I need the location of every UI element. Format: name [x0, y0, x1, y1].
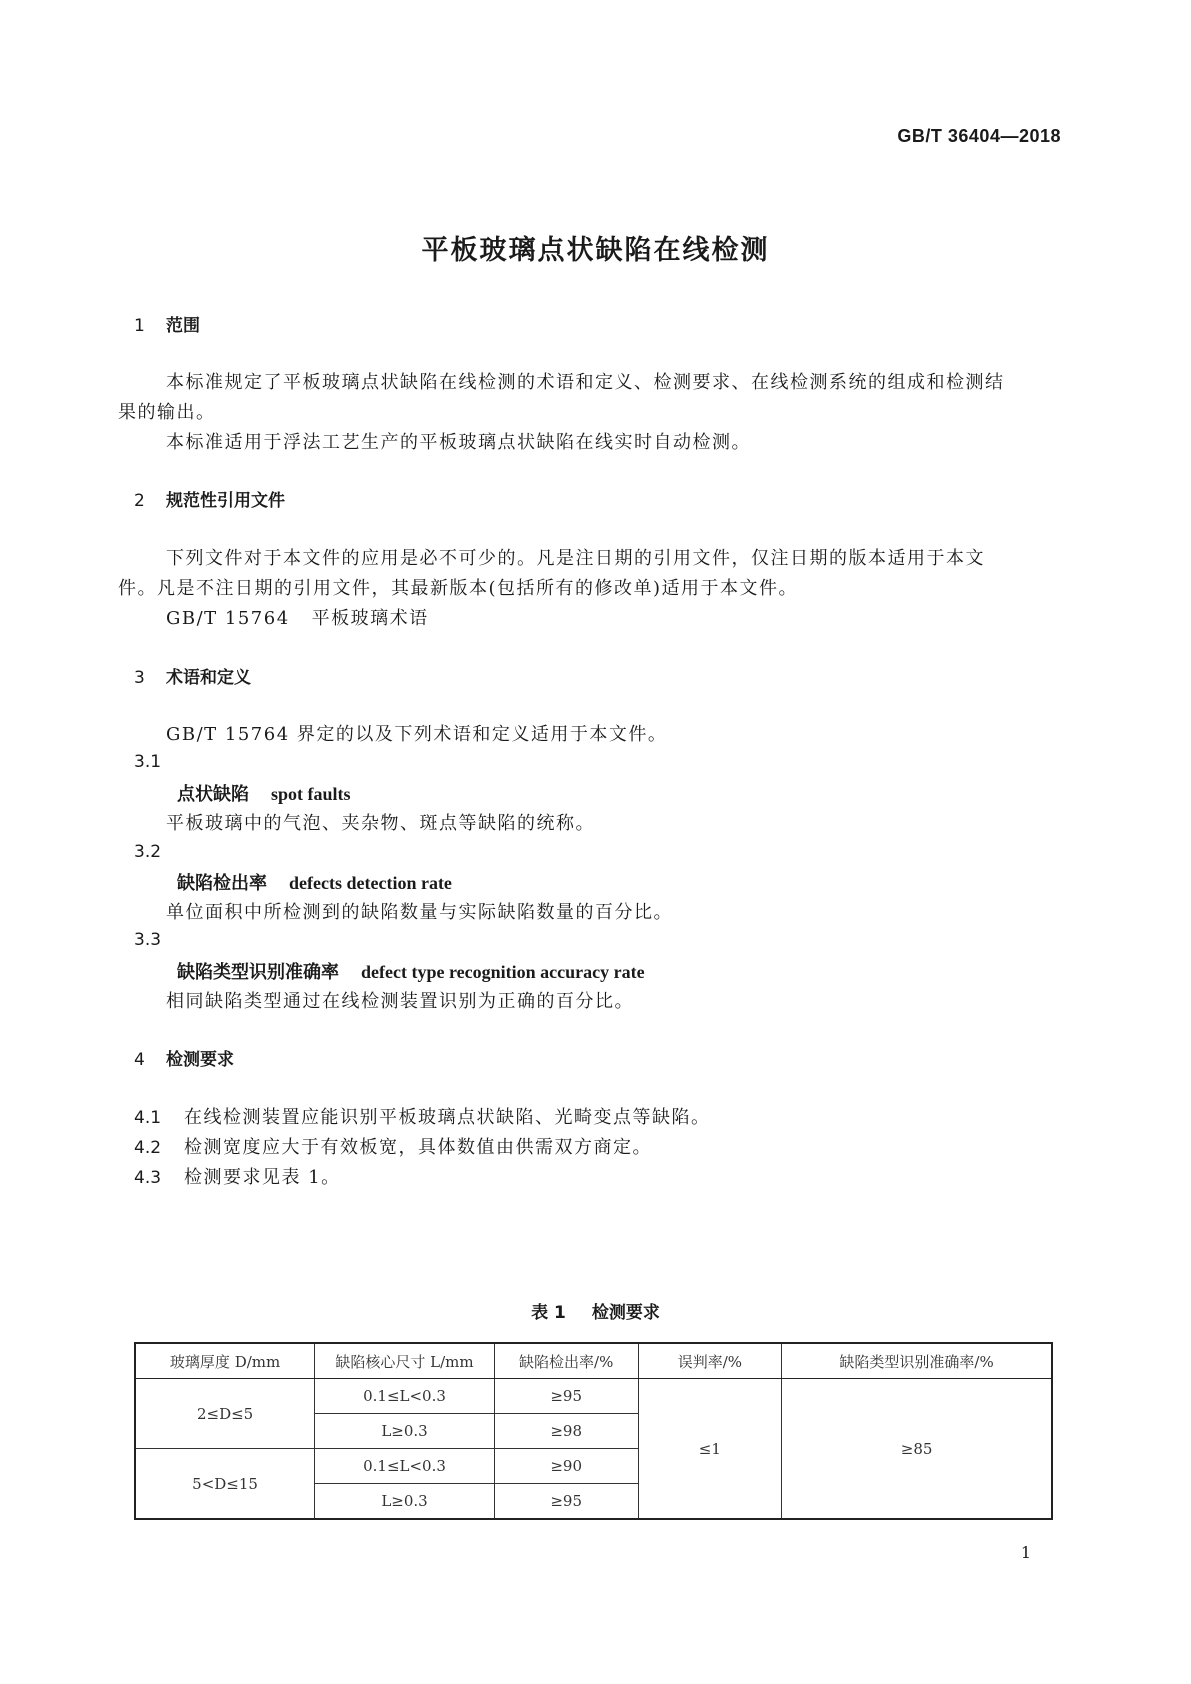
requirement-item — [134, 1163, 341, 1189]
requirement-item — [134, 1103, 711, 1129]
term-number: 3.3 — [134, 930, 162, 950]
header-recognition-accuracy: 缺陷类型识别准确率/% — [782, 1343, 1052, 1379]
term-heading — [177, 869, 452, 895]
cell-detection-rate: ≥95 — [494, 1484, 638, 1520]
scope-paragraph-1-line-1: 本标准规定了平板玻璃点状缺陷在线检测的术语和定义、检测要求、在线检测系统的组成和检测结 — [166, 372, 1005, 393]
term-number: 3.2 — [134, 842, 162, 862]
normative-paragraph-line-1: 下列文件对于本文件的应用是必不可少的。凡是注日期的引用文件，仅注日期的版本适用于本文 — [166, 548, 985, 569]
reference-title: 平板玻璃术语 — [311, 608, 429, 629]
section-number: 1 — [134, 316, 145, 336]
section-2-heading — [134, 486, 285, 511]
term-definition: 单位面积中所检测到的缺陷数量与实际缺陷数量的百分比。 — [166, 902, 673, 923]
cell-core-size: 0.1≤L<0.3 — [315, 1379, 495, 1414]
reference-code: GB/T 15764 — [166, 608, 290, 629]
section-1-heading — [134, 311, 200, 336]
term-number: 3.1 — [134, 752, 162, 772]
normative-paragraph-line-2: 件。凡是不注日期的引用文件，其最新版本(包括所有的修改单)适用于本文件。 — [118, 578, 799, 599]
table-caption-title: 检测要求 — [591, 1303, 660, 1323]
table-header-row — [135, 1343, 1052, 1379]
term-heading — [177, 780, 351, 806]
normative-reference — [166, 604, 429, 630]
section-3-heading — [134, 663, 251, 688]
cell-recognition-accuracy: ≥85 — [782, 1379, 1052, 1520]
requirements-table — [134, 1342, 1053, 1520]
cell-detection-rate: ≥98 — [494, 1414, 638, 1449]
requirement-text: 检测要求见表 1。 — [184, 1167, 341, 1188]
cell-thickness: 2≤D≤5 — [135, 1379, 315, 1449]
requirement-number: 4.3 — [134, 1168, 162, 1188]
term-en: defect type recognition accuracy rate — [361, 962, 645, 982]
cell-core-size: L≥0.3 — [315, 1414, 495, 1449]
term-definition: 平板玻璃中的气泡、夹杂物、斑点等缺陷的统称。 — [166, 813, 595, 834]
section-title: 检测要求 — [166, 1050, 234, 1070]
term-definition: 相同缺陷类型通过在线检测装置识别为正确的百分比。 — [166, 991, 634, 1012]
requirement-number: 4.2 — [134, 1138, 162, 1158]
section-number: 2 — [134, 491, 145, 511]
document-title: 平板玻璃点状缺陷在线检测 — [421, 235, 770, 266]
page-number: 1 — [1020, 1543, 1031, 1562]
term-zh: 点状缺陷 — [177, 784, 249, 805]
cell-misjudge-rate: ≤1 — [638, 1379, 782, 1520]
section-title: 范围 — [166, 316, 200, 336]
table-caption-number: 表 1 — [531, 1303, 566, 1323]
section-number: 4 — [134, 1050, 145, 1070]
term-heading — [177, 958, 645, 984]
header-misjudge-rate: 误判率/% — [638, 1343, 782, 1379]
section-4-heading — [134, 1045, 234, 1070]
term-en: defects detection rate — [289, 873, 452, 893]
cell-thickness: 5<D≤15 — [135, 1449, 315, 1520]
cell-detection-rate: ≥95 — [494, 1379, 638, 1414]
standard-number: GB/T 36404—2018 — [897, 126, 1061, 146]
requirement-number: 4.1 — [134, 1108, 162, 1128]
cell-core-size: L≥0.3 — [315, 1484, 495, 1520]
header-detection-rate: 缺陷检出率/% — [494, 1343, 638, 1379]
term-en: spot faults — [271, 784, 351, 804]
scope-paragraph-2: 本标准适用于浮法工艺生产的平板玻璃点状缺陷在线实时自动检测。 — [166, 432, 751, 453]
scope-paragraph-1-line-2: 果的输出。 — [118, 402, 216, 423]
requirement-text: 检测宽度应大于有效板宽，具体数值由供需双方商定。 — [184, 1137, 652, 1158]
cell-core-size: 0.1≤L<0.3 — [315, 1449, 495, 1484]
table-row — [135, 1379, 1052, 1414]
section-number: 3 — [134, 668, 145, 688]
section-title: 术语和定义 — [166, 668, 251, 688]
header-thickness: 玻璃厚度 D/mm — [135, 1343, 315, 1379]
term-zh: 缺陷类型识别准确率 — [177, 962, 339, 983]
term-zh: 缺陷检出率 — [177, 873, 267, 894]
table-caption — [0, 1298, 1191, 1323]
requirement-text: 在线检测装置应能识别平板玻璃点状缺陷、光畸变点等缺陷。 — [184, 1107, 711, 1128]
terms-intro: GB/T 15764 界定的以及下列术语和定义适用于本文件。 — [166, 724, 668, 745]
requirement-item — [134, 1133, 652, 1159]
header-core-size: 缺陷核心尺寸 L/mm — [315, 1343, 495, 1379]
section-title: 规范性引用文件 — [166, 491, 285, 511]
cell-detection-rate: ≥90 — [494, 1449, 638, 1484]
